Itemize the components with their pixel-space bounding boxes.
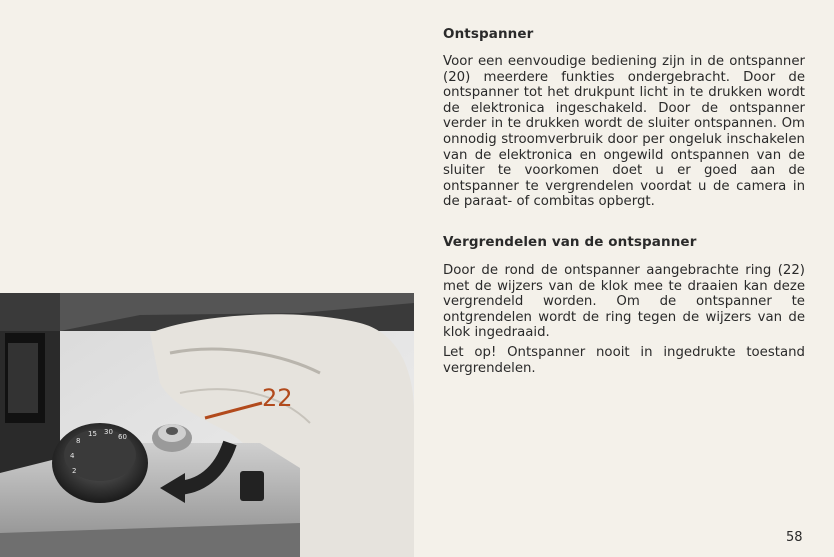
section-note: Let op! Ontspanner nooit in ingedrukte toestand vergrendelen. <box>443 344 805 376</box>
svg-text:8: 8 <box>76 437 81 445</box>
svg-text:30: 30 <box>104 428 113 436</box>
section-heading: Vergrendelen van de ontspanner <box>443 233 697 250</box>
section-vergrendelen <box>443 234 805 376</box>
text-column <box>443 26 805 376</box>
camera-photo <box>0 293 414 557</box>
svg-text:2: 2 <box>72 467 77 475</box>
svg-text:4: 4 <box>70 452 75 460</box>
section-body: Voor een eenvoudige bediening zijn in de ontspanner (20) meerdere funkties ondergebracht. Door de ontspanner tot het drukpunt licht in te drukken wordt de elektronica ingeschakeld. Door de ontspanner verder in te drukken wordt de sluiter ontspannen. Om onnodig stroomverbruik door per ongeluk inschakelen van de elektronica en ongewild ontspannen van de sluiter te voorkomen doet u er goed aan de ontspanner te vergrendelen voordat u de camera in de paraat- of combitas opbergt. <box>443 54 805 210</box>
section-ontspanner <box>443 26 805 210</box>
svg-text:15: 15 <box>88 430 97 438</box>
section-heading: Ontspanner <box>443 26 534 42</box>
section-body: Door de rond de ontspanner aangebrachte ring (22) met de wijzers van de klok mee te draaien kan deze vergrendeld worden. Om de ontspanner te ontgrendelen wordt de ring tegen de wijzers van de klok ingedraaid. <box>443 262 805 341</box>
page-number: 58 <box>786 530 803 545</box>
callout-label-22: 22 <box>262 384 293 412</box>
svg-text:60: 60 <box>118 433 127 441</box>
